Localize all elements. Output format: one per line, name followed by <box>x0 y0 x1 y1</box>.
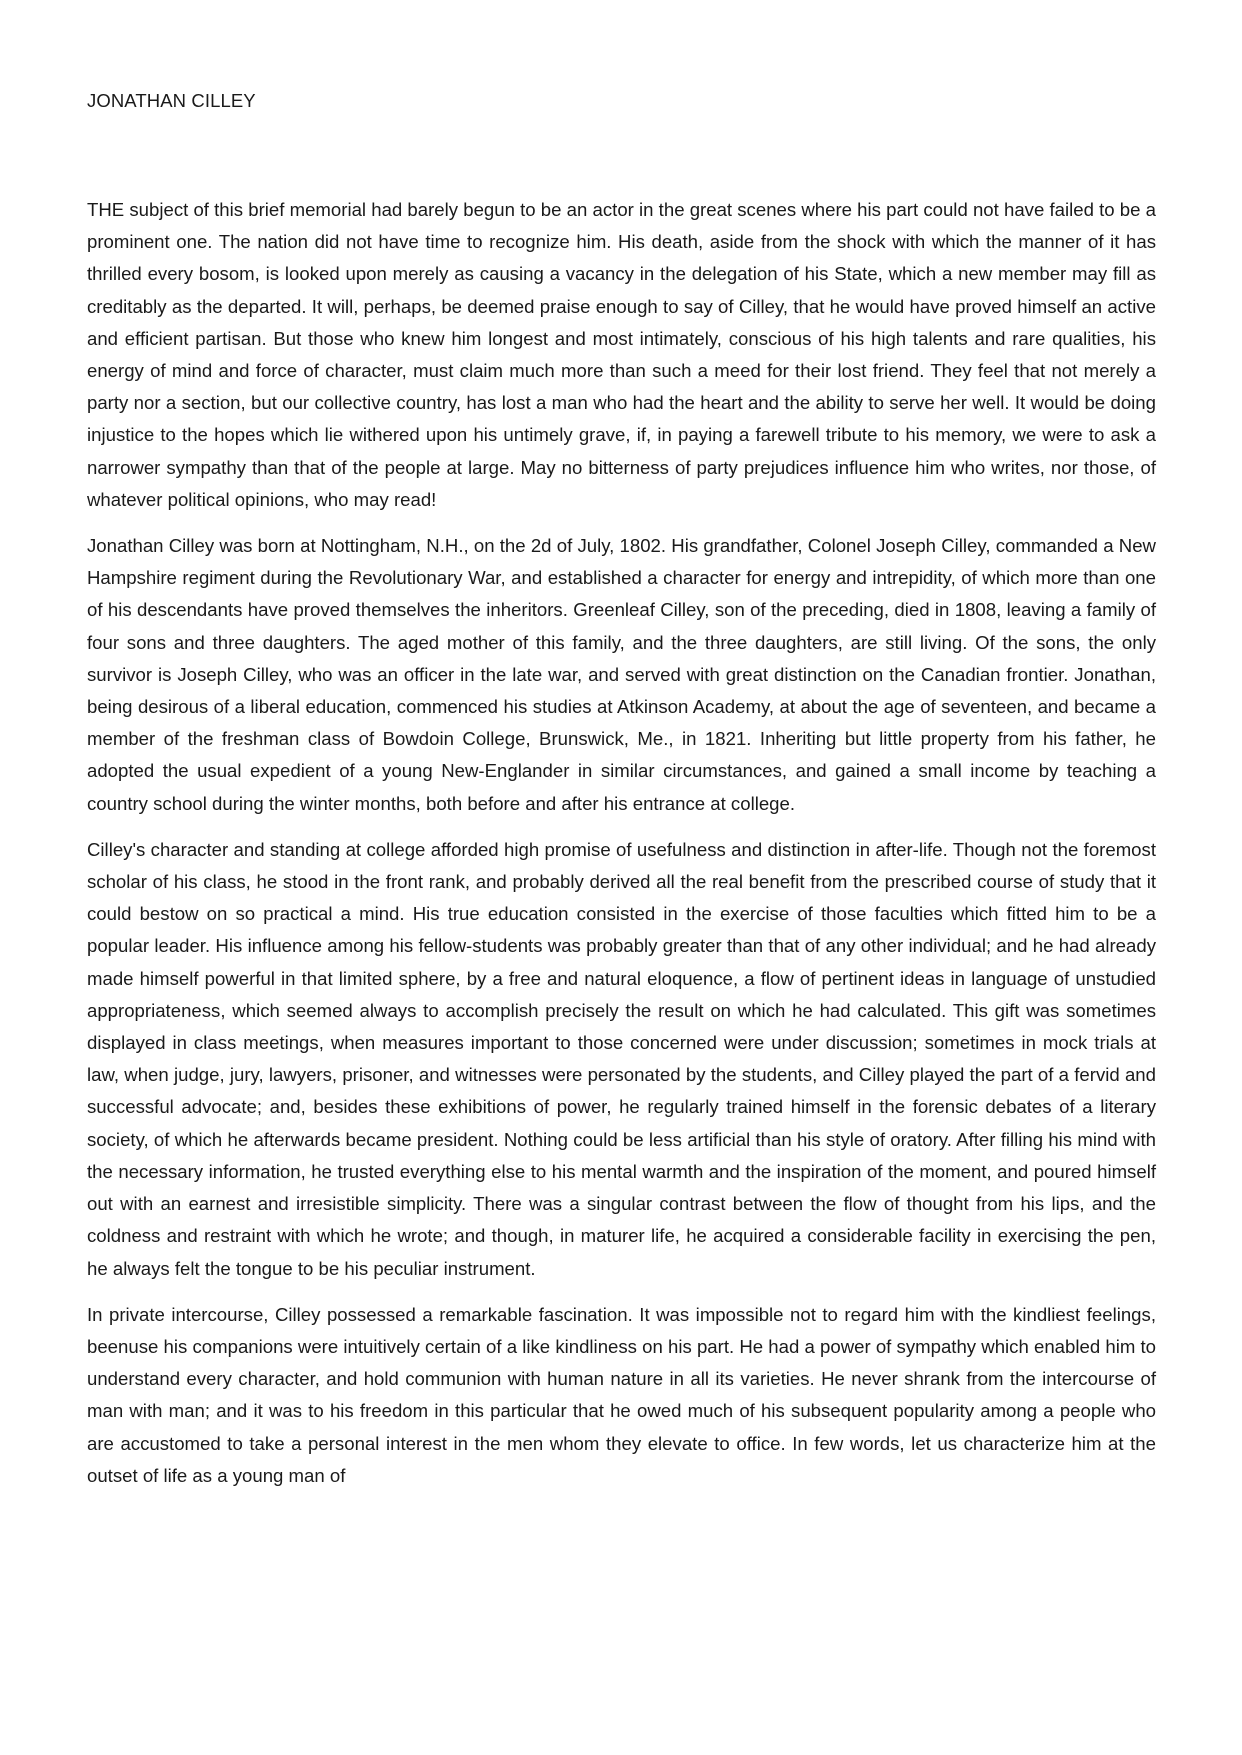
document-title: JONATHAN CILLEY <box>87 90 256 111</box>
paragraph-college-character: Cilley's character and standing at college afforded high promise of usefulness and distinction in after-life. Though not the foremost scholar of his class, he stood in the front rank, and probably derived all the real benefit from the prescribed course of study that it could bestow on so practical a mind. His true education consisted in the exercise of those faculties which fitted him to be a popular leader. His influence among his fellow-students was probably greater than that of any other individual; and he had already made himself powerful in that limited sphere, by a free and natural eloquence, a flow of pertinent ideas in language of unstudied appropriateness, which seemed always to accomplish precisely the result on which he had calculated. This gift was sometimes displayed in class meetings, when measures important to those concerned were under discussion; sometimes in mock trials at law, when judge, jury, lawyers, prisoner, and witnesses were personated by the students, and Cilley played the part of a fervid and successful advocate; and, besides these exhibitions of power, he regularly trained himself in the forensic debates of a literary society, of which he afterwards became president. Nothing could be less artificial than his style of oratory. After filling his mind with the necessary information, he trusted everything else to his mental warmth and the inspiration of the moment, and poured himself out with an earnest and irresistible simplicity. There was a singular contrast between the flow of thought from his lips, and the coldness and restraint with which he wrote; and though, in maturer life, he acquired a considerable facility in exercising the pen, he always felt the tongue to be his peculiar instrument. <box>87 838 1156 1279</box>
paragraph-birth-and-family: Jonathan Cilley was born at Nottingham, N.H., on the 2d of July, 1802. His grandfather, Colonel Joseph Cilley, commanded a New Hampshire regiment during the Revolutionary War, and established a character for energy and intrepidity, of which more than one of his descendants have proved themselves the inheritors. Greenleaf Cilley, son of the preceding, died in 1808, leaving a family of four sons and three daughters. The aged mother of this family, and the three daughters, are still living. Of the sons, the only survivor is Joseph Cilley, who was an officer in the late war, and served with great distinction on the Canadian frontier. Jonathan, being desirous of a liberal education, commenced his studies at Atkinson Academy, at about the age of seventeen, and became a member of the freshman class of Bowdoin College, Brunswick, Me., in 1821. Inheriting but little property from his father, he adopted the usual expedient of a young New-Englander in similar circumstances, and gained a small income by teaching a country school during the winter months, both before and after his entrance at college. <box>87 535 1156 814</box>
paragraph-intro: THE subject of this brief memorial had barely begun to be an actor in the great scenes where his part could not have failed to be a prominent one. The nation did not have time to recognize him. His death, aside from the shock with which the manner of it has thrilled every bosom, is looked upon merely as causing a vacancy in the delegation of his State, which a new member may fill as creditably as the departed. It will, perhaps, be deemed praise enough to say of Cilley, that he would have proved himself an active and efficient partisan. But those who knew him longest and most intimately, conscious of his high talents and rare qualities, his energy of mind and force of character, must claim much more than such a meed for their lost friend. They feel that not merely a party nor a section, but our collective country, has lost a man who had the heart and the ability to serve her well. It would be doing injustice to the hopes which lie withered upon his untimely grave, if, in paying a farewell tribute to his memory, we were to ask a narrower sympathy than that of the people at large. May no bitterness of party prejudices influence him who writes, nor those, of whatever political opinions, who may read! <box>87 199 1156 510</box>
paragraph-private-intercourse: In private intercourse, Cilley possessed a remarkable fascination. It was impossible not to regard him with the kindliest feelings, beenuse his companions were intuitively certain of a like kindliness on his part. He had a power of sympathy which enabled him to understand every character, and hold communion with human nature in all its varieties. He never shrank from the intercourse of man with man; and it was to his freedom in this particular that he owed much of his subsequent popularity among a people who are accustomed to take a personal interest in the men whom they elevate to office. In few words, let us characterize him at the outset of life as a young man of <box>87 1303 1156 1486</box>
